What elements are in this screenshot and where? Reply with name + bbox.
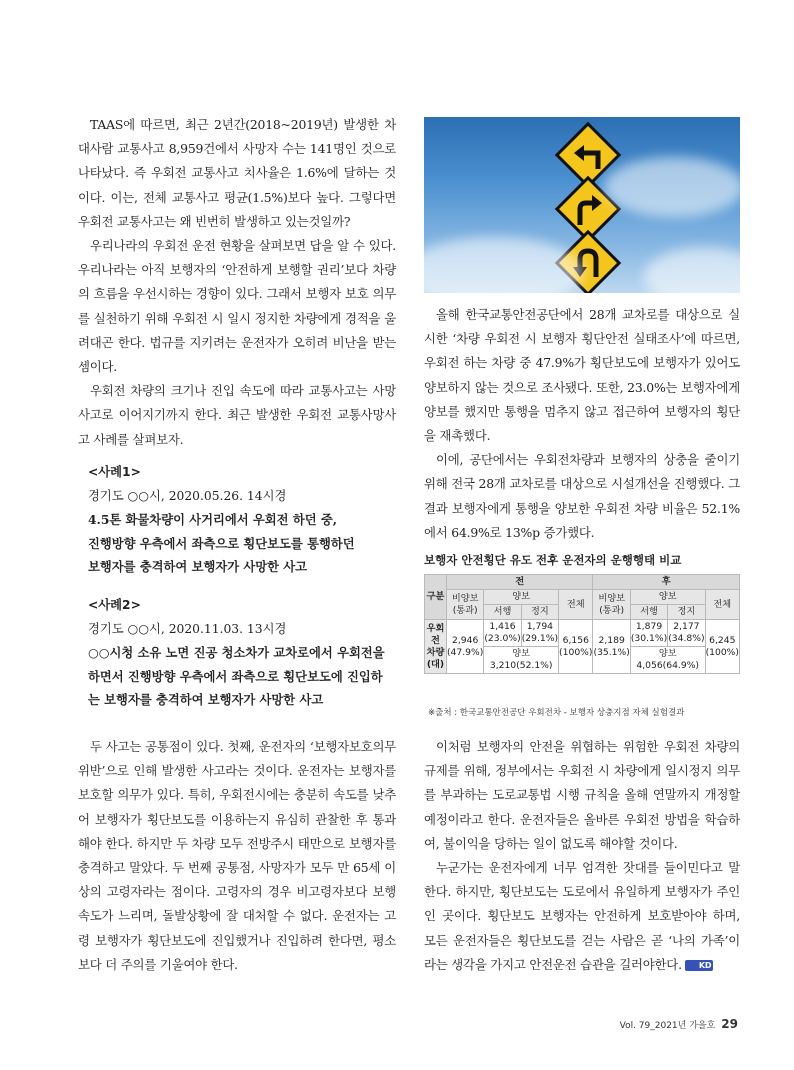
case-2-heading: <사례2> [88,598,141,612]
paragraph-text: 누군가는 운전자에게 너무 엄격한 잣대를 들이민다고 말한다. 하지만, 횡단보도는 도로에서 유일하게 보행자가 주인인 곳이다. 횡단보도 보행자는 안전하게 보호받아야 하며, 모든 운전자들은 횡단보도를 걷는 사람은 곧 ‘나의 가족’이라는 생각을 가지고 안전운전 습관을 길러야한다. [424,860,740,972]
case-2-place: 경기도 ○○시, 2020.11.03. 13시경 [88,621,287,636]
right-top [424,303,740,545]
end-mark-icon: KD [685,960,713,971]
left-bottom [78,735,396,977]
table-cell: 1,794 (29.1%) [521,620,558,647]
table-header-before: 전 [446,575,593,590]
table-cell: 6,245 (100%) [705,620,739,674]
yield-sum-value: 4,056(64.9%) [636,660,700,671]
table-cell-yield-sum [630,647,705,674]
table-cell: 2,177 (34.8%) [668,620,705,647]
case-1-heading: <사례1> [88,465,141,479]
paragraph [424,856,740,977]
table-header-stop: 정지 [521,605,558,620]
table-title: 보행자 안전횡단 유도 전후 운전자의 운행행태 비교 [424,553,682,567]
comparison-table [424,574,740,674]
table-header-group: 구분 [425,575,447,620]
table-cell: 2,946 (47.9%) [446,620,483,674]
case-2 [88,594,398,712]
road-signs-photo [424,117,740,293]
table-cell: 6,156 (100%) [559,620,593,674]
case-1-line: 보행자를 충격하여 보행자가 사망한 사고 [88,559,308,574]
case-1-place: 경기도 ○○시, 2020.05.26. 14시경 [88,488,287,503]
right-bottom [424,735,740,977]
table-cell: 1,879 (30.1%) [630,620,667,647]
case-1 [88,461,398,579]
table-header-yield: 양보 [484,590,559,605]
case-1-line: 진행방향 우측에서 좌측으로 횡단보도를 통행하던 [88,535,355,551]
table-cell: 1,416 (23.0%) [484,620,521,647]
table-header-yield: 양보 [630,590,705,605]
table-source: ※출처 : 한국교통안전공단 우회전차 - 보행자 상충지점 자체 실험결과 [428,708,685,718]
table-header-after: 후 [593,575,740,590]
table-cell-yield-sum [484,647,559,674]
table-header-total: 전체 [705,590,739,620]
yield-sum-value: 3,210(52.1%) [489,660,553,671]
yield-sum-label: 양보 [512,648,531,659]
case-2-line: ○○시청 소유 노면 진공 청소차가 교차로에서 우회전을 [88,645,385,660]
paragraph: 이처럼 보행자의 안전을 위협하는 위험한 우회전 차량의 규제를 위해, 정부에서는 우회전 시 차량에게 일시정지 의무를 부과하는 도로교통법 시행 규칙을 올해 연말까지 개정할 예정이라고 한다. 운전자들은 올바른 우회전 방법을 학습하여, 불이익을 당하는 일이 없도록 해야할 것이다. [424,739,740,851]
page-footer [620,1017,738,1031]
case-2-line: 하면서 진행방향 우측에서 좌측으로 횡단보도에 진입하 [88,668,383,684]
table-cell: 2,189 (35.1%) [593,620,630,674]
case-2-line: 는 보행자를 충격하여 보행자가 사망한 사고 [88,692,324,707]
paragraph: TAAS에 따르면, 최근 2년간(2018~2019년) 발생한 차대사람 교통사고 8,959건에서 사망자 수는 141명인 것으로 나타났다. 즉 우회전 교통사고 치사율은 1.6%에 달하는 것이다. 이는, 전체 교통사고 평균(1.5%)보다 높다. 그렇다면 우회전 교통사고는 왜 빈번히 발생하고 있는것일까? [78,117,396,229]
left-intro [78,113,396,452]
table-header-slow: 서행 [630,605,667,620]
paragraph: 우리나라의 우회전 운전 현황을 살펴보면 답을 알 수 있다. 우리나라는 아직 보행자의 ‘안전하게 보행할 권리’보다 차량의 흐름을 우선시하는 경향이 있다. 그래서 보행자 보호 의무를 실천하기 위해 우회전 시 일시 정지한 차량에게 경적을 울려대곤 한다. 법규를 지키려는 운전자가 오히려 비난을 받는 셈이다. [78,238,396,375]
paragraph: 두 사고는 공통점이 있다. 첫째, 운전자의 ‘보행자보호의무 위반’으로 인해 발생한 사고라는 것이다. 운전자는 보행자를 보호할 의무가 있다. 특히, 우회전시에는 충분히 속도를 낮추어 보행자가 횡단보도를 이용하는지 유심히 관찰한 후 통과해야 한다. 하지만 두 차량 모두 전방주시 태만으로 보행자를 충격하고 말았다. 두 번째 공통점, 사망자가 모두 만 65세 이상의 고령자라는 점이다. 고령자의 경우 비고령자보다 보행속도가 느리며, 돌발상황에 잘 대처할 수 없다. 운전자는 고령 보행자가 횡단보도에 진입했거나 진입하려 한다면, 평소보다 더 주의를 기울여야 한다. [78,739,396,972]
paragraph: 우회전 차량의 크기나 진입 속도에 따라 교통사고는 사망사고로 이어지기까지 한다. 최근 발생한 우회전 교통사망사고 사례를 살펴보자. [78,383,396,447]
paragraph: 올해 한국교통안전공단에서 28개 교차로를 대상으로 실시한 ‘차량 우회전 시 보행자 횡단안전 실태조사’에 따르면, 우회전 하는 차량 중 47.9%가 횡단보도에 보행자가 있어도 양보하지 않는 것으로 조사됐다. 또한, 23.0%는 보행자에게 양보를 했지만 통행을 멈추지 않고 접근하여 보행자의 횡단을 재촉했다. [424,307,740,444]
page-number: 29 [721,1017,738,1031]
table-row-label: 우회전 차량 (대) [425,620,447,674]
yield-sum-label: 양보 [658,648,677,659]
table-header-noyield: 비양보 (통과) [593,590,630,620]
paragraph: 이에, 공단에서는 우회전차량과 보행자의 상충을 줄이기 위해 전국 28개 교차로를 대상으로 시설개선을 진행했다. 그 결과 보행자에게 통행을 양보한 우회전 차량 비율은 52.1%에서 64.9%로 13%p 증가했다. [424,452,740,540]
table-header-total: 전체 [559,590,593,620]
table-header-noyield: 비양보 (통과) [446,590,483,620]
table-header-slow: 서행 [484,605,521,620]
table-header-stop: 정지 [668,605,705,620]
issue-label: Vol. 79_2021년 가을호 [619,1021,716,1031]
case-1-line: 4.5톤 화물차량이 사거리에서 우회전 하던 중, [88,512,338,527]
